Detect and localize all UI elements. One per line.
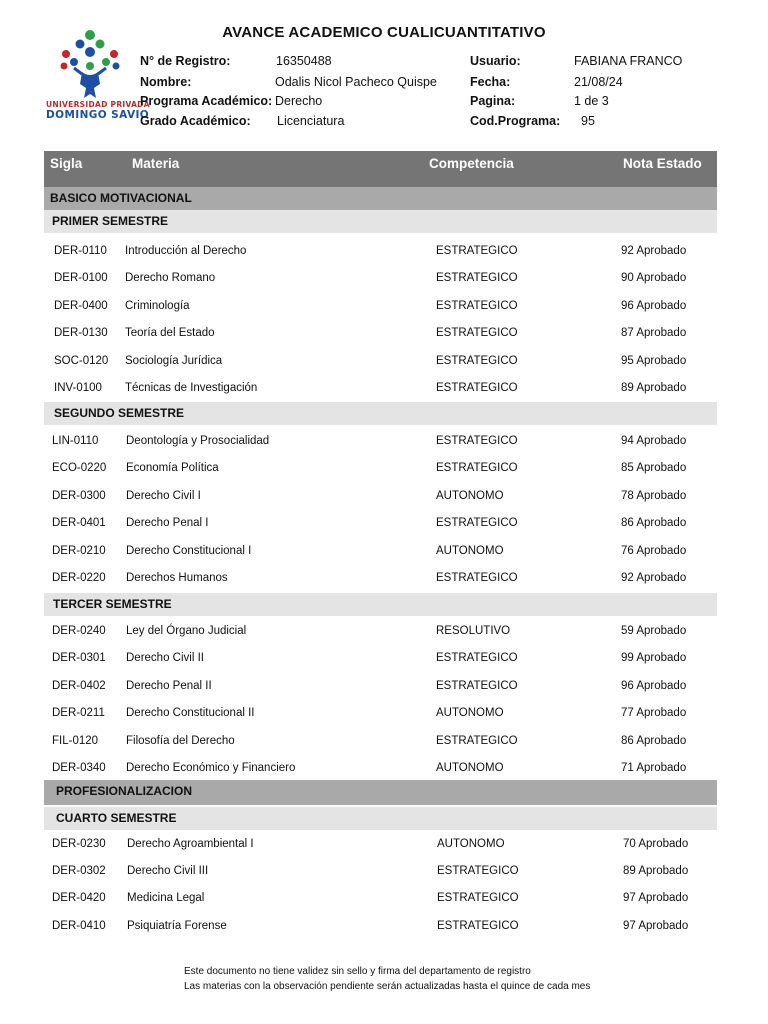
row-materia: Derecho Civil III [127, 865, 209, 877]
row-nota-estado: 96 Aprobado [621, 300, 687, 312]
semester-title: SEGUNDO SEMESTRE [54, 406, 185, 420]
row-materia: Derecho Constitucional I [126, 545, 252, 557]
document-title: AVANCE ACADEMICO CUALICUANTITATIVO [222, 24, 546, 41]
row-competencia: ESTRATEGICO [437, 892, 519, 904]
row-competencia: ESTRATEGICO [436, 517, 518, 529]
footer-note-2: Las materias con la observación pendiente serán actualizadas hasta el quince de cada mes [184, 981, 591, 992]
row-nota-estado: 92 Aprobado [621, 245, 687, 257]
row-competencia: ESTRATEGICO [436, 652, 518, 664]
row-competencia: ESTRATEGICO [436, 435, 518, 447]
row-sigla: DER-0211 [52, 707, 105, 719]
row-materia: Derecho Penal I [126, 517, 209, 529]
row-nota-estado: 78 Aprobado [621, 490, 687, 502]
row-competencia: ESTRATEGICO [437, 920, 519, 932]
row-nota-estado: 86 Aprobado [621, 735, 687, 747]
row-sigla: DER-0410 [52, 920, 106, 932]
row-materia: Psiquiatría Forense [127, 920, 227, 932]
row-nota-estado: 70 Aprobado [623, 838, 689, 850]
semester-band [44, 210, 717, 233]
row-competencia: ESTRATEGICO [436, 272, 518, 284]
row-sigla: DER-0300 [52, 490, 106, 502]
registro-label: N° de Registro: [140, 54, 231, 68]
row-materia: Sociología Jurídica [125, 355, 223, 367]
row-nota-estado: 97 Aprobado [623, 920, 689, 932]
codprograma-label: Cod.Programa: [470, 114, 561, 128]
row-sigla: DER-0402 [52, 680, 106, 692]
row-competencia: RESOLUTIVO [436, 625, 511, 637]
row-materia: Derecho Civil II [126, 652, 204, 664]
row-materia: Teoría del Estado [125, 327, 215, 339]
row-nota-estado: 92 Aprobado [621, 572, 687, 584]
semester-band [44, 593, 717, 616]
nombre-label: Nombre: [140, 75, 192, 89]
semester-title: PRIMER SEMESTRE [52, 214, 169, 228]
row-nota-estado: 97 Aprobado [623, 892, 689, 904]
row-nota-estado: 90 Aprobado [621, 272, 687, 284]
row-materia: Criminología [125, 300, 190, 312]
row-materia: Medicina Legal [127, 892, 205, 904]
row-materia: Derecho Económico y Financiero [126, 762, 296, 774]
row-sigla: DER-0401 [52, 517, 106, 529]
row-competencia: AUTONOMO [436, 490, 504, 502]
row-competencia: ESTRATEGICO [436, 382, 518, 394]
row-sigla: DER-0110 [54, 245, 107, 257]
row-materia: Ley del Órgano Judicial [126, 625, 247, 637]
row-competencia: ESTRATEGICO [436, 680, 518, 692]
header-nota-estado: Nota Estado [623, 156, 702, 171]
row-competencia: ESTRATEGICO [436, 462, 518, 474]
footer-note-1: Este documento no tiene validez sin sello y firma del departamento de registro [184, 966, 531, 977]
row-competencia: ESTRATEGICO [436, 572, 518, 584]
header-sigla: Sigla [50, 156, 83, 171]
row-nota-estado: 86 Aprobado [621, 517, 687, 529]
row-nota-estado: 96 Aprobado [621, 680, 687, 692]
row-nota-estado: 94 Aprobado [621, 435, 687, 447]
semester-band [44, 807, 717, 830]
row-materia: Derechos Humanos [126, 572, 228, 584]
header-competencia: Competencia [429, 156, 514, 171]
row-competencia: AUTONOMO [436, 545, 504, 557]
row-competencia: ESTRATEGICO [437, 865, 519, 877]
row-sigla: FIL-0120 [52, 735, 99, 747]
row-competencia: ESTRATEGICO [436, 245, 518, 257]
row-competencia: ESTRATEGICO [436, 300, 518, 312]
nombre-value: Odalis Nicol Pacheco Quispe [275, 75, 437, 89]
row-materia: Derecho Constitucional II [126, 707, 255, 719]
row-materia: Introducción al Derecho [125, 245, 247, 257]
row-materia: Derecho Penal II [126, 680, 212, 692]
semester-title: TERCER SEMESTRE [53, 597, 172, 611]
row-sigla: DER-0340 [52, 762, 106, 774]
semester-band [44, 402, 717, 425]
row-sigla: ECO-0220 [52, 462, 107, 474]
row-nota-estado: 87 Aprobado [621, 327, 687, 339]
row-materia: Deontología y Prosocialidad [126, 435, 270, 447]
table-header [44, 151, 717, 187]
header-materia: Materia [132, 156, 180, 171]
row-competencia: ESTRATEGICO [436, 327, 518, 339]
logo-text-line1: UNIVERSIDAD PRIVADA [46, 100, 150, 109]
row-sigla: SOC-0120 [54, 355, 109, 367]
row-competencia: ESTRATEGICO [436, 355, 518, 367]
row-nota-estado: 95 Aprobado [621, 355, 687, 367]
row-sigla: DER-0100 [54, 272, 108, 284]
row-nota-estado: 99 Aprobado [621, 652, 687, 664]
grado-label: Grado Académico: [140, 114, 251, 128]
row-nota-estado: 89 Aprobado [623, 865, 689, 877]
row-competencia: AUTONOMO [436, 762, 504, 774]
row-competencia: ESTRATEGICO [436, 735, 518, 747]
row-materia: Derecho Civil I [126, 490, 201, 502]
row-materia: Técnicas de Investigación [125, 382, 258, 394]
row-nota-estado: 76 Aprobado [621, 545, 687, 557]
pagina-label: Pagina: [470, 94, 516, 108]
row-sigla: DER-0230 [52, 838, 106, 850]
row-sigla: DER-0420 [52, 892, 106, 904]
section-band [44, 187, 717, 210]
programa-label: Programa Académico: [140, 94, 273, 108]
logo-text-line2: DOMINGO SAVIO [46, 109, 150, 121]
row-nota-estado: 89 Aprobado [621, 382, 687, 394]
row-materia: Derecho Agroambiental I [127, 838, 254, 850]
row-materia: Filosofía del Derecho [126, 735, 235, 747]
row-sigla: DER-0240 [52, 625, 106, 637]
row-sigla: LIN-0110 [52, 435, 99, 447]
grado-value: Licenciatura [277, 114, 345, 128]
section-title: PROFESIONALIZACION [56, 784, 193, 798]
row-nota-estado: 77 Aprobado [621, 707, 687, 719]
usuario-label: Usuario: [470, 54, 521, 68]
row-sigla: DER-0220 [52, 572, 106, 584]
row-nota-estado: 71 Aprobado [621, 762, 687, 774]
row-sigla: INV-0100 [54, 382, 102, 394]
row-materia: Economía Política [126, 462, 219, 474]
row-sigla: DER-0400 [54, 300, 108, 312]
registro-value: 16350488 [276, 54, 332, 68]
row-competencia: AUTONOMO [436, 707, 504, 719]
codprograma-value: 95 [581, 114, 595, 128]
row-nota-estado: 59 Aprobado [621, 625, 687, 637]
section-band [44, 780, 717, 805]
usuario-value: FABIANA FRANCO [574, 54, 683, 68]
row-sigla: DER-0302 [52, 865, 106, 877]
pagina-value: 1 de 3 [574, 94, 609, 108]
row-nota-estado: 85 Aprobado [621, 462, 687, 474]
section-title: BASICO MOTIVACIONAL [50, 191, 192, 205]
programa-value: Derecho [275, 94, 323, 108]
row-materia: Derecho Romano [125, 272, 216, 284]
fecha-label: Fecha: [470, 75, 511, 89]
row-sigla: DER-0210 [52, 545, 106, 557]
row-sigla: DER-0130 [54, 327, 108, 339]
fecha-value: 21/08/24 [574, 75, 623, 89]
row-sigla: DER-0301 [52, 652, 106, 664]
semester-title: CUARTO SEMESTRE [56, 811, 177, 825]
row-competencia: AUTONOMO [437, 838, 505, 850]
